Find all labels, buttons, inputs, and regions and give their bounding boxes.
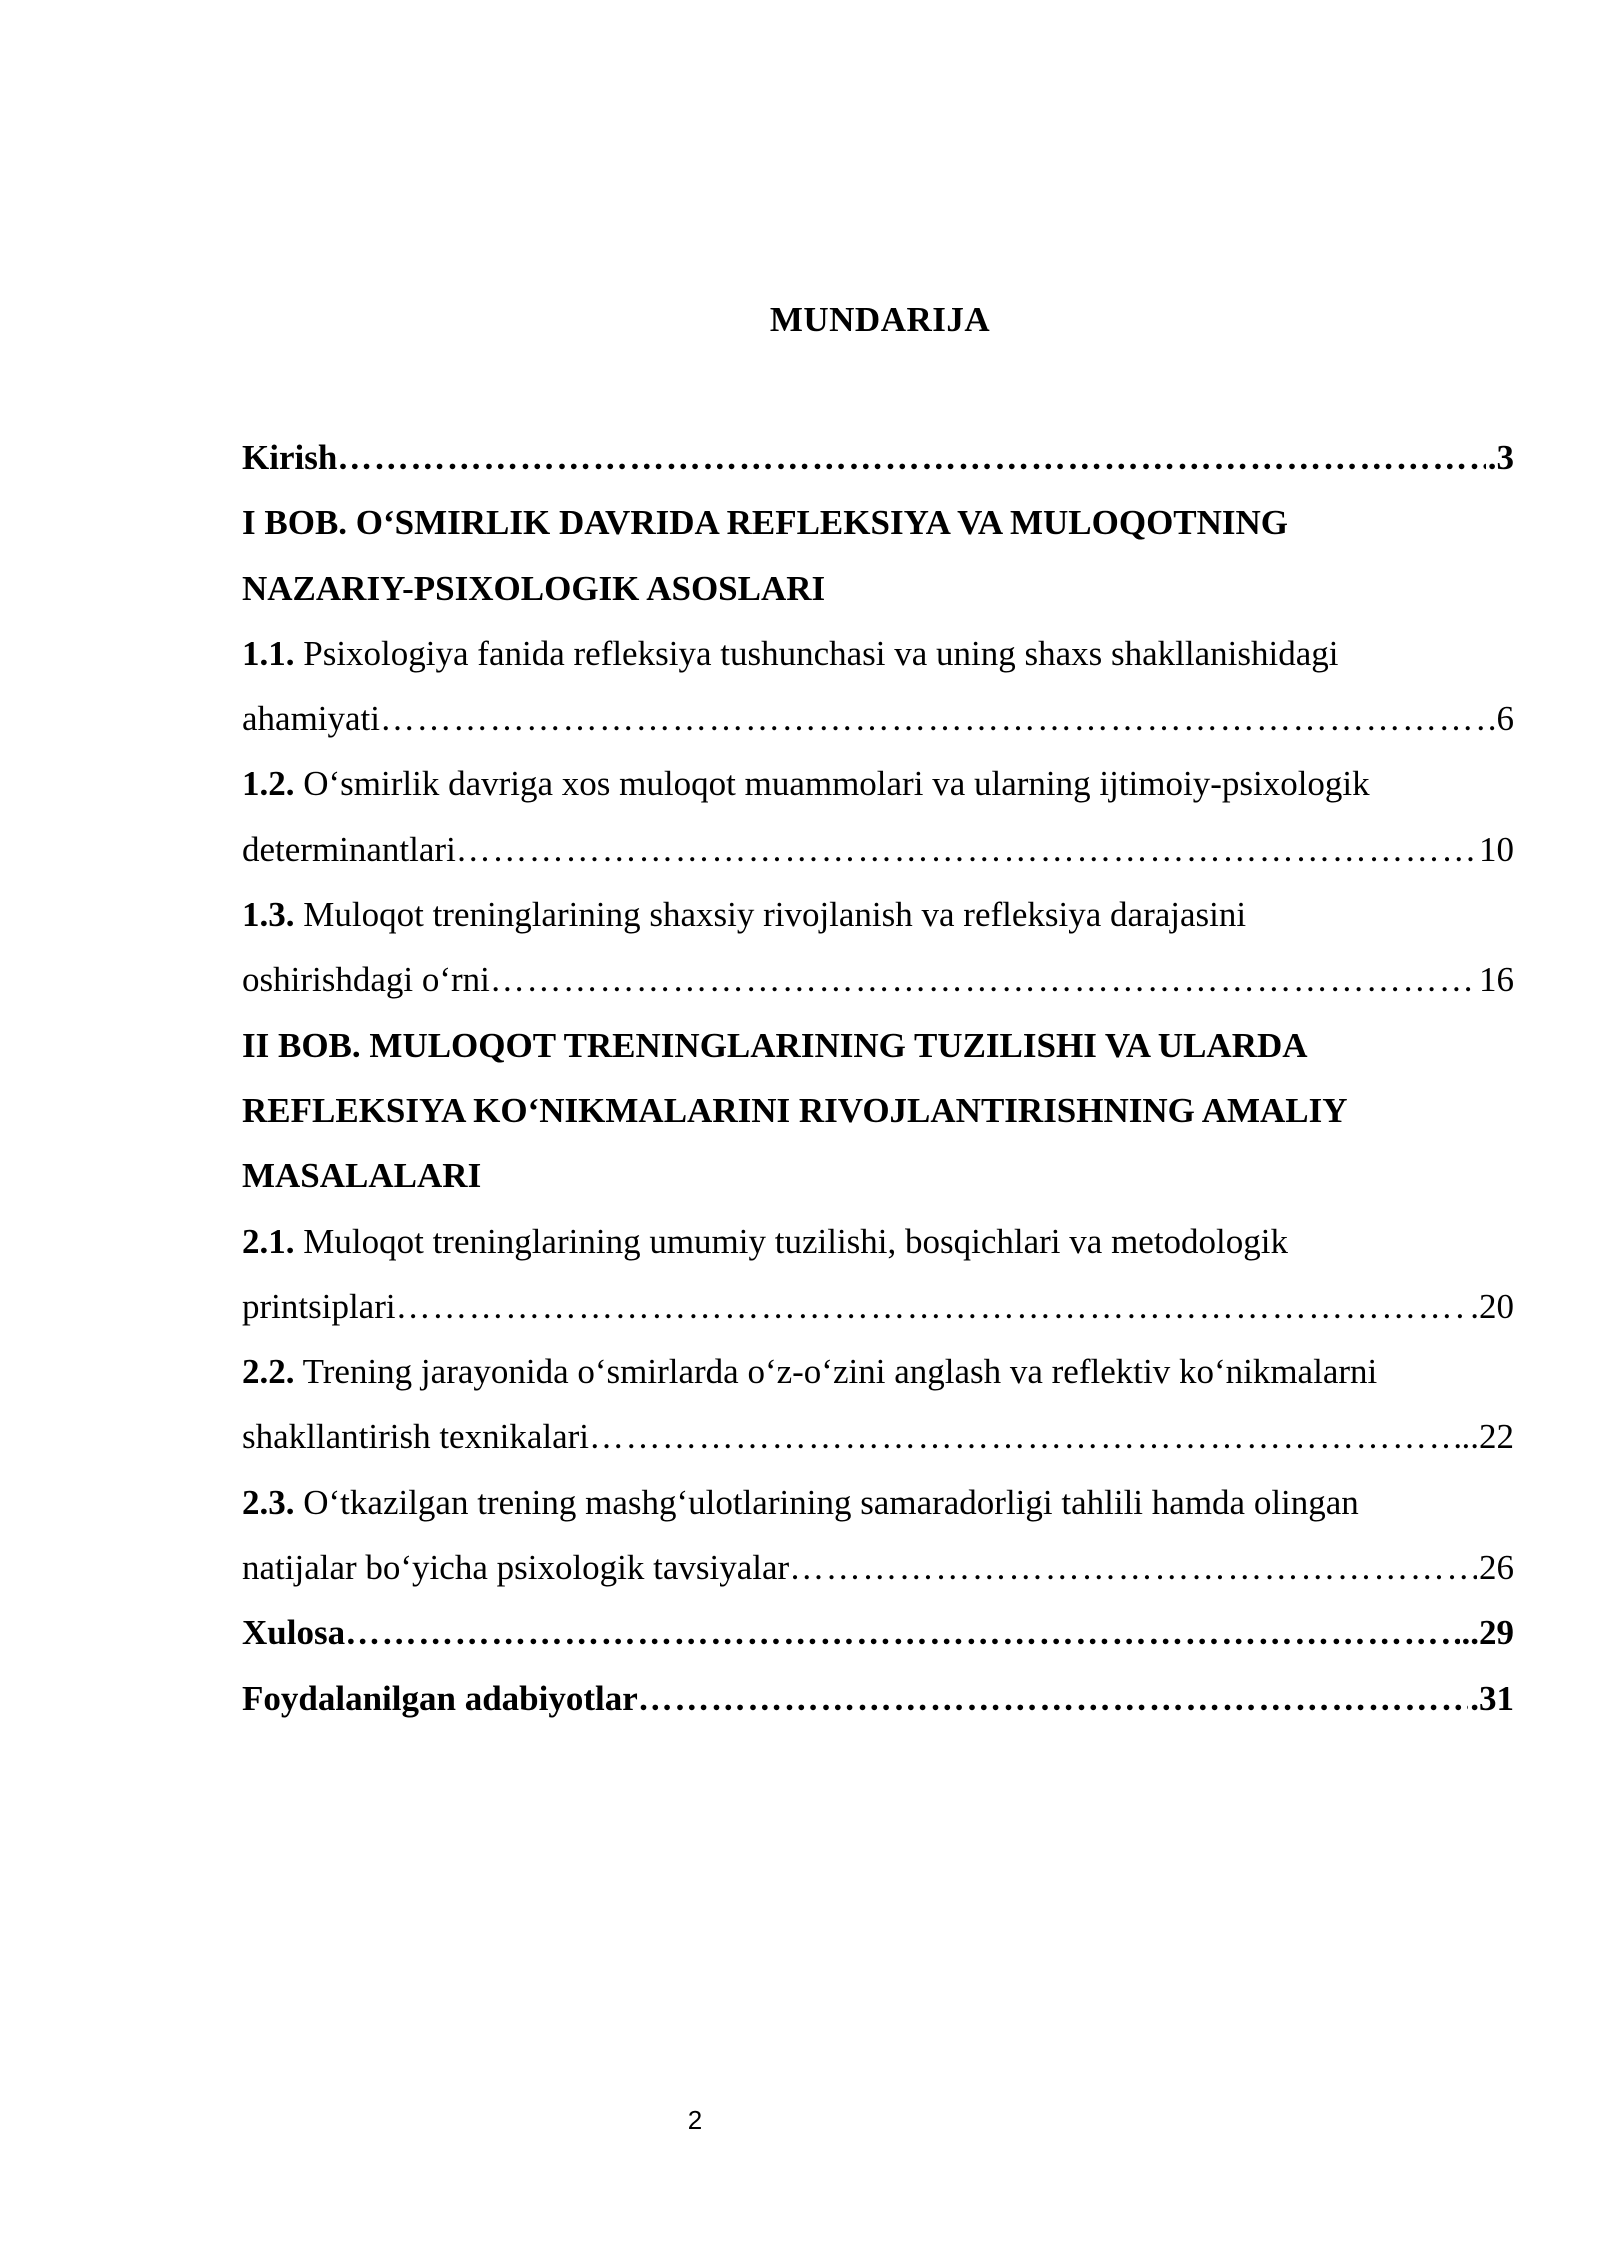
toc-entry-label: Kirish [242, 438, 338, 477]
dot-leader [337, 425, 1485, 490]
section-title: Trening jarayonida o‘smirlarda o‘z-o‘zini anglash va reflektiv ko‘nikmalarni [294, 1352, 1378, 1392]
section-title-cont: shakllantirish texnikalari [242, 1417, 589, 1457]
toc-chapter-2-line-3[interactable]: MASALALARI [242, 1156, 482, 1196]
toc-section-1-3[interactable] [242, 882, 1514, 947]
section-title-cont: printsiplari [242, 1286, 396, 1326]
section-title: Psixologiya fanida refleksiya tushunchasi va uning shaxs shakllanishidagi [294, 633, 1339, 673]
toc-entry-xulosa[interactable] [242, 1600, 1514, 1665]
section-number: 1.1. [242, 633, 295, 673]
toc-page-number: 26 [1479, 1548, 1514, 1588]
dot-leader [789, 1535, 1477, 1600]
page-footer-number: 2 [687, 2105, 703, 2135]
section-title-cont: natijalar bo‘yicha psixologik tavsiyalar [242, 1548, 790, 1588]
dot-leader [396, 1274, 1469, 1339]
page-title: MUNDARIJA [769, 300, 991, 339]
toc-section-1-1-cont[interactable] [242, 686, 1514, 751]
toc-page-number: 16 [1479, 960, 1514, 1000]
toc-section-2-3-cont[interactable] [242, 1535, 1514, 1600]
dot-leader [638, 1666, 1468, 1731]
section-number: 1.2. [242, 764, 295, 804]
toc-section-1-1[interactable] [242, 621, 1514, 686]
toc-chapter-1-line-1[interactable]: I BOB. O‘SMIRLIK DAVRIDA REFLEKSIYA VA MULOQOTNING [242, 503, 1289, 543]
toc-section-1-2[interactable] [242, 751, 1514, 816]
section-title: O‘tkazilgan trening mashg‘ulotlarining samaradorligi tahlili hamda olingan [294, 1482, 1359, 1522]
toc-section-2-3[interactable] [242, 1470, 1514, 1535]
toc-page-number: ..29 [1461, 1613, 1514, 1653]
section-number: 2.2. [242, 1352, 295, 1392]
toc-section-1-3-cont[interactable] [242, 947, 1514, 1012]
toc-page-number: 10 [1479, 829, 1514, 869]
toc-page-number: .3 [1487, 438, 1514, 477]
toc-page-number: .6 [1487, 699, 1514, 739]
section-number: 1.3. [242, 895, 295, 935]
toc-section-2-1[interactable] [242, 1209, 1514, 1274]
dot-leader [380, 686, 1486, 751]
section-title-cont: ahamiyati [242, 699, 381, 739]
dot-leader [589, 1404, 1460, 1469]
section-title-cont: determinantlari [242, 829, 456, 869]
section-title: Muloqot treninglarining umumiy tuzilishi, bosqichlari va metodologik [294, 1221, 1289, 1261]
section-title-cont: oshirishdagi o‘rni [242, 960, 490, 1000]
dot-leader [490, 947, 1477, 1012]
toc-page-number: ..22 [1461, 1417, 1514, 1457]
table-of-contents [242, 425, 1514, 1731]
toc-chapter-1-line-2[interactable]: NAZARIY-PSIXOLOGIK ASOSLARI [242, 568, 826, 608]
toc-entry-label: Xulosa [242, 1613, 346, 1653]
toc-chapter-2-line-2[interactable]: REFLEKSIYA KO‘NIKMALARINI RIVOJLANTIRISHNING AMALIY [242, 1090, 1348, 1130]
toc-section-2-2-cont[interactable] [242, 1404, 1514, 1469]
toc-section-1-2-cont[interactable] [242, 817, 1514, 882]
toc-entry-label: Foydalanilgan adabiyotlar [242, 1678, 638, 1718]
section-title: O‘smirlik davriga xos muloqot muammolari va ularning ijtimoiy-psixologik [294, 764, 1370, 804]
toc-chapter-2-line-1[interactable]: II BOB. MULOQOT TRENINGLARINING TUZILISHI VA ULARDA [242, 1025, 1308, 1065]
section-title: Muloqot treninglarining shaxsiy rivojlanish va refleksiya darajasini [294, 895, 1247, 935]
toc-page-number: .31 [1470, 1678, 1514, 1718]
section-number: 2.1. [242, 1221, 295, 1261]
dot-leader [345, 1600, 1459, 1665]
toc-entry-kirish[interactable] [242, 425, 1514, 490]
toc-section-2-1-cont[interactable] [242, 1274, 1514, 1339]
toc-page-number: .20 [1470, 1286, 1514, 1326]
toc-section-2-2[interactable] [242, 1339, 1514, 1404]
toc-entry-adabiyotlar[interactable] [242, 1666, 1514, 1731]
section-number: 2.3. [242, 1482, 295, 1522]
dot-leader [456, 817, 1477, 882]
